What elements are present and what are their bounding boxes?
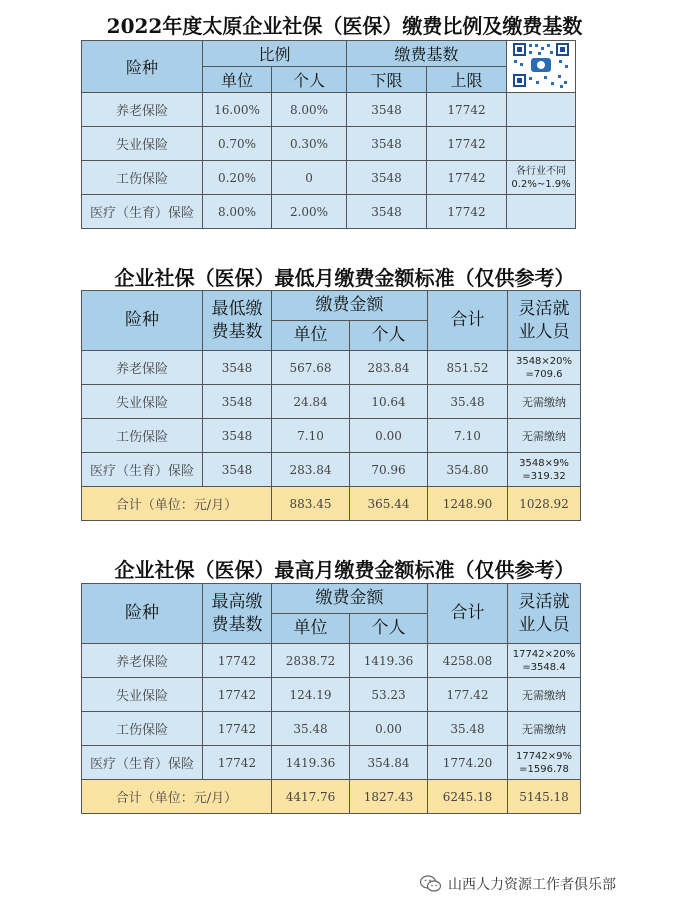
row-personal-ratio: 8.00% [272,93,347,127]
row-base: 3548 [203,453,272,487]
row-note [507,161,576,195]
flex-line-2: =319.32 [522,470,566,482]
row-base: 17742 [203,746,272,780]
minimum-payment-table [81,290,581,521]
header-flexible [508,291,581,351]
table3-title: 企业社保（医保）最高月缴费金额标准（仅供参考） [114,558,575,582]
header-flexible [508,584,581,644]
qr-code [507,41,576,93]
header-total: 合计 [428,584,508,644]
row-unit-amount: 283.84 [272,453,350,487]
row-name: 医疗（生育）保险 [82,195,203,229]
wechat-icon [420,875,442,893]
note-line-2: 0.2%~1.9% [511,178,571,190]
row-name: 医疗（生育）保险 [82,453,203,487]
row-total: 177.42 [428,678,508,712]
header-personal: 个人 [272,67,347,93]
row-total: 35.48 [428,712,508,746]
row-unit-ratio: 16.00% [203,93,272,127]
row-upper: 17742 [427,161,507,195]
header-max-base-line2: 费基数 [211,614,263,635]
flex-line-2: =1596.78 [519,763,569,775]
header-flexible-line1: 灵活就 [518,298,570,319]
flex-line-2: =3548.4 [522,661,566,673]
total-label: 合计（单位：元/月） [82,487,272,521]
row-note [507,195,576,229]
row-flexible [508,746,581,780]
header-max-base [203,584,272,644]
table-row [82,195,576,229]
header-insurance-type: 险种 [82,291,203,351]
row-base: 3548 [203,385,272,419]
row-unit-amount: 1419.36 [272,746,350,780]
total-flexible: 5145.18 [508,780,581,814]
row-name: 失业保险 [82,385,203,419]
header-flexible-line1: 灵活就 [518,591,570,612]
header-min-base [203,291,272,351]
row-personal-ratio: 0 [272,161,347,195]
header-unit: 单位 [272,614,350,644]
header-amount: 缴费金额 [272,584,428,614]
row-unit-ratio: 8.00% [203,195,272,229]
row-total: 354.80 [428,453,508,487]
total-sum: 6245.18 [428,780,508,814]
footer-text: 山西人力资源工作者俱乐部 [448,877,616,893]
row-unit-amount: 567.68 [272,351,350,385]
header-personal: 个人 [350,321,428,351]
row-lower: 3548 [347,127,427,161]
table-row [82,93,576,127]
row-upper: 17742 [427,93,507,127]
table2-title: 企业社保（医保）最低月缴费金额标准（仅供参考） [114,266,575,290]
row-name: 失业保险 [82,127,203,161]
row-base: 3548 [203,351,272,385]
footer-watermark [420,874,616,894]
header-amount: 缴费金额 [272,291,428,321]
flex-line-2: =709.6 [525,368,563,380]
flex-line-1: 17742×20% [512,648,576,660]
row-personal-amount: 0.00 [350,419,428,453]
table-row [82,385,581,419]
header-insurance-type: 险种 [82,584,203,644]
row-base: 17742 [203,712,272,746]
total-personal: 1827.43 [350,780,428,814]
row-personal-ratio: 2.00% [272,195,347,229]
row-personal-amount: 354.84 [350,746,428,780]
row-total: 35.48 [428,385,508,419]
total-sum: 1248.90 [428,487,508,521]
table-row [82,678,581,712]
table1-title: 2022年度太原企业社保（医保）缴费比例及缴费基数 [106,14,583,38]
header-unit: 单位 [203,67,272,93]
row-name: 养老保险 [82,93,203,127]
row-personal-amount: 0.00 [350,712,428,746]
row-unit-ratio: 0.20% [203,161,272,195]
table-row [82,419,581,453]
total-unit: 883.45 [272,487,350,521]
header-flexible-line2: 业人员 [518,321,570,342]
table-row [82,746,581,780]
row-total: 1774.20 [428,746,508,780]
header-base: 缴费基数 [347,41,507,67]
header-max-base-line1: 最高缴 [211,591,263,612]
row-note [507,127,576,161]
table-row [82,453,581,487]
flex-line-1: 17742×9% [515,750,573,762]
total-row [82,487,581,521]
row-unit-amount: 35.48 [272,712,350,746]
row-unit-amount: 2838.72 [272,644,350,678]
table-row [82,127,576,161]
row-name: 养老保险 [82,644,203,678]
header-total: 合计 [428,291,508,351]
row-flexible: 无需缴纳 [508,678,581,712]
row-name: 工伤保险 [82,419,203,453]
row-personal-ratio: 0.30% [272,127,347,161]
header-lower: 下限 [347,67,427,93]
row-base: 3548 [203,419,272,453]
total-label: 合计（单位：元/月） [82,780,272,814]
row-flexible: 无需缴纳 [508,712,581,746]
table-row [82,161,576,195]
total-unit: 4417.76 [272,780,350,814]
row-flexible: 无需缴纳 [508,385,581,419]
table-row [82,644,581,678]
table-row [82,351,581,385]
header-min-base-line1: 最低缴 [211,298,263,319]
row-personal-amount: 1419.36 [350,644,428,678]
row-name: 工伤保险 [82,712,203,746]
row-upper: 17742 [427,195,507,229]
row-base: 17742 [203,644,272,678]
header-insurance-type: 险种 [82,41,203,93]
header-personal: 个人 [350,614,428,644]
header-ratio: 比例 [203,41,347,67]
header-unit: 单位 [272,321,350,351]
row-upper: 17742 [427,127,507,161]
row-total: 851.52 [428,351,508,385]
row-flexible [508,453,581,487]
row-lower: 3548 [347,161,427,195]
total-row [82,780,581,814]
row-lower: 3548 [347,195,427,229]
row-flexible: 无需缴纳 [508,419,581,453]
total-personal: 365.44 [350,487,428,521]
table-row [82,712,581,746]
row-name: 失业保险 [82,678,203,712]
total-flexible: 1028.92 [508,487,581,521]
row-flexible [508,351,581,385]
qr-code-icon [511,41,571,89]
row-lower: 3548 [347,93,427,127]
row-unit-amount: 7.10 [272,419,350,453]
header-upper: 上限 [427,67,507,93]
row-unit-amount: 124.19 [272,678,350,712]
row-total: 7.10 [428,419,508,453]
row-personal-amount: 53.23 [350,678,428,712]
row-flexible [508,644,581,678]
header-flexible-line2: 业人员 [518,614,570,635]
row-unit-ratio: 0.70% [203,127,272,161]
header-min-base-line2: 费基数 [211,321,263,342]
row-name: 工伤保险 [82,161,203,195]
row-personal-amount: 70.96 [350,453,428,487]
flex-line-1: 3548×9% [519,457,569,469]
row-personal-amount: 283.84 [350,351,428,385]
row-total: 4258.08 [428,644,508,678]
contribution-ratio-table [81,40,576,229]
row-unit-amount: 24.84 [272,385,350,419]
maximum-payment-table [81,583,581,814]
row-personal-amount: 10.64 [350,385,428,419]
flex-line-1: 3548×20% [515,355,573,367]
row-base: 17742 [203,678,272,712]
row-name: 养老保险 [82,351,203,385]
row-name: 医疗（生育）保险 [82,746,203,780]
note-line-1: 各行业不同 [516,165,567,177]
row-note [507,93,576,127]
